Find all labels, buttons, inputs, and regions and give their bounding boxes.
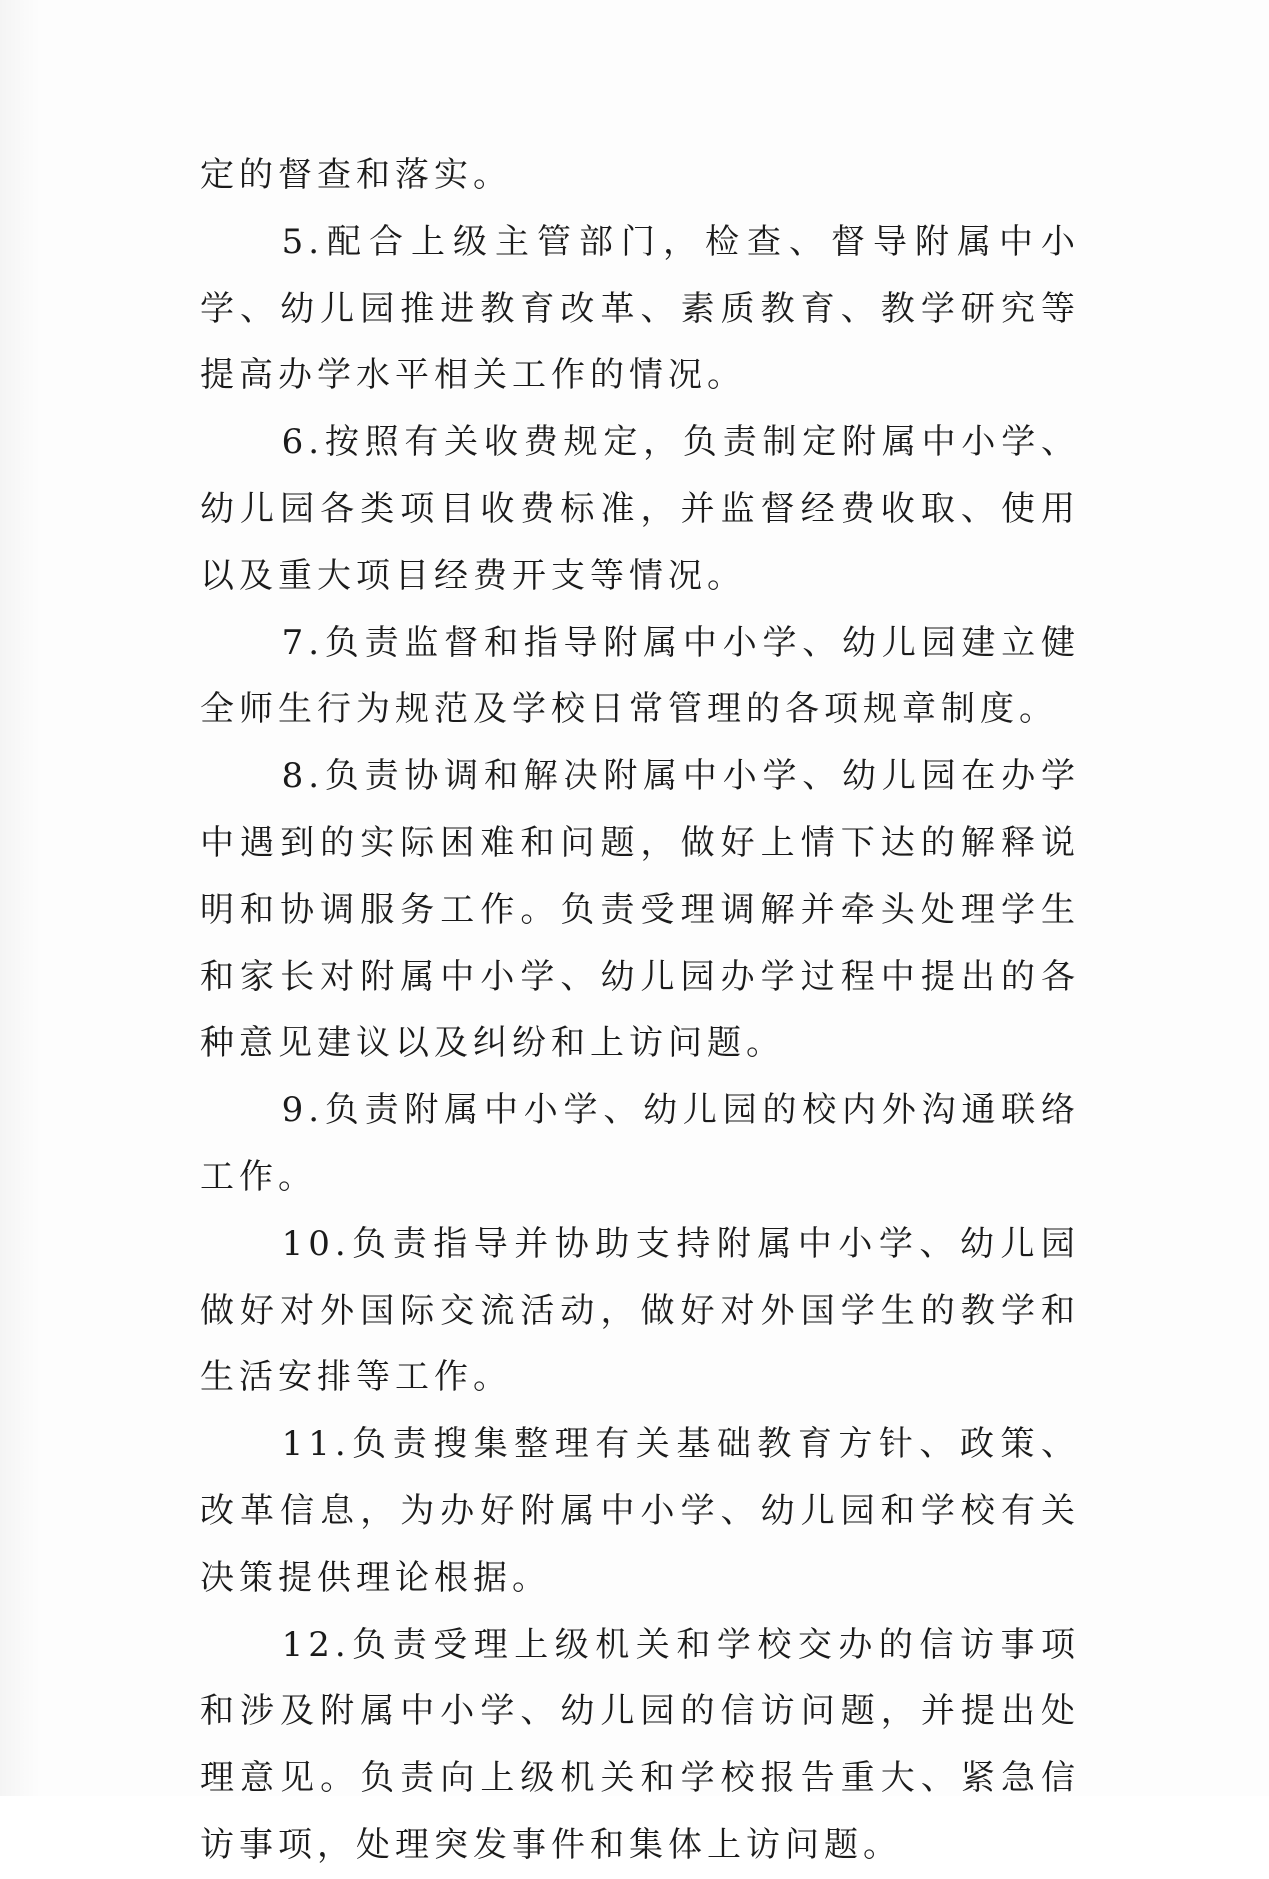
scan-edge-shadow [0, 0, 40, 1796]
paragraph-item-8: 8.负责协调和解决附属中小学、幼儿园在办学中遇到的实际困难和问题，做好上情下达的解释说明和协调服务工作。负责受理调解并牵头处理学生和家长对附属中小学、幼儿园办学过程中提出的各种意见建议以及纠纷和上访问题。 [200, 756, 1080, 1064]
paragraph-item-10: 10.负责指导并协助支持附属中小学、幼儿园做好对外国际交流活动，做好对外国学生的教学和生活安排等工作。 [200, 1223, 1080, 1398]
paragraph-item-11: 11.负责搜集整理有关基础教育方针、政策、改革信息，为办好附属中小学、幼儿园和学校有关决策提供理论根据。 [200, 1424, 1080, 1598]
paragraph-item-7: 7.负责监督和指导附属中小学、幼儿园建立健全师生行为规范及学校日常管理的各项规章制度。 [200, 622, 1080, 730]
paragraph-item-12: 12.负责受理上级机关和学校交办的信访事项和涉及附属中小学、幼儿园的信访问题，并提出处理意见。负责向上级机关和学校报告重大、紧急信访事项，处理突发事件和集体上访问题。 [200, 1624, 1080, 1865]
paragraph-item-6: 6.按照有关收费规定，负责制定附属中小学、幼儿园各类项目收费标准，并监督经费收取、使用以及重大项目经费开支等情况。 [200, 422, 1080, 596]
document-body [200, 142, 1080, 1879]
paragraph-continuation: 定的督查和落实。 [200, 155, 512, 195]
paragraph-item-5: 5.配合上级主管部门，检查、督导附属中小学、幼儿园推进教育改革、素质教育、教学研究等提高办学水平相关工作的情况。 [200, 221, 1080, 396]
paragraph-item-9: 9.负责附属中小学、幼儿园的校内外沟通联络工作。 [200, 1090, 1080, 1197]
